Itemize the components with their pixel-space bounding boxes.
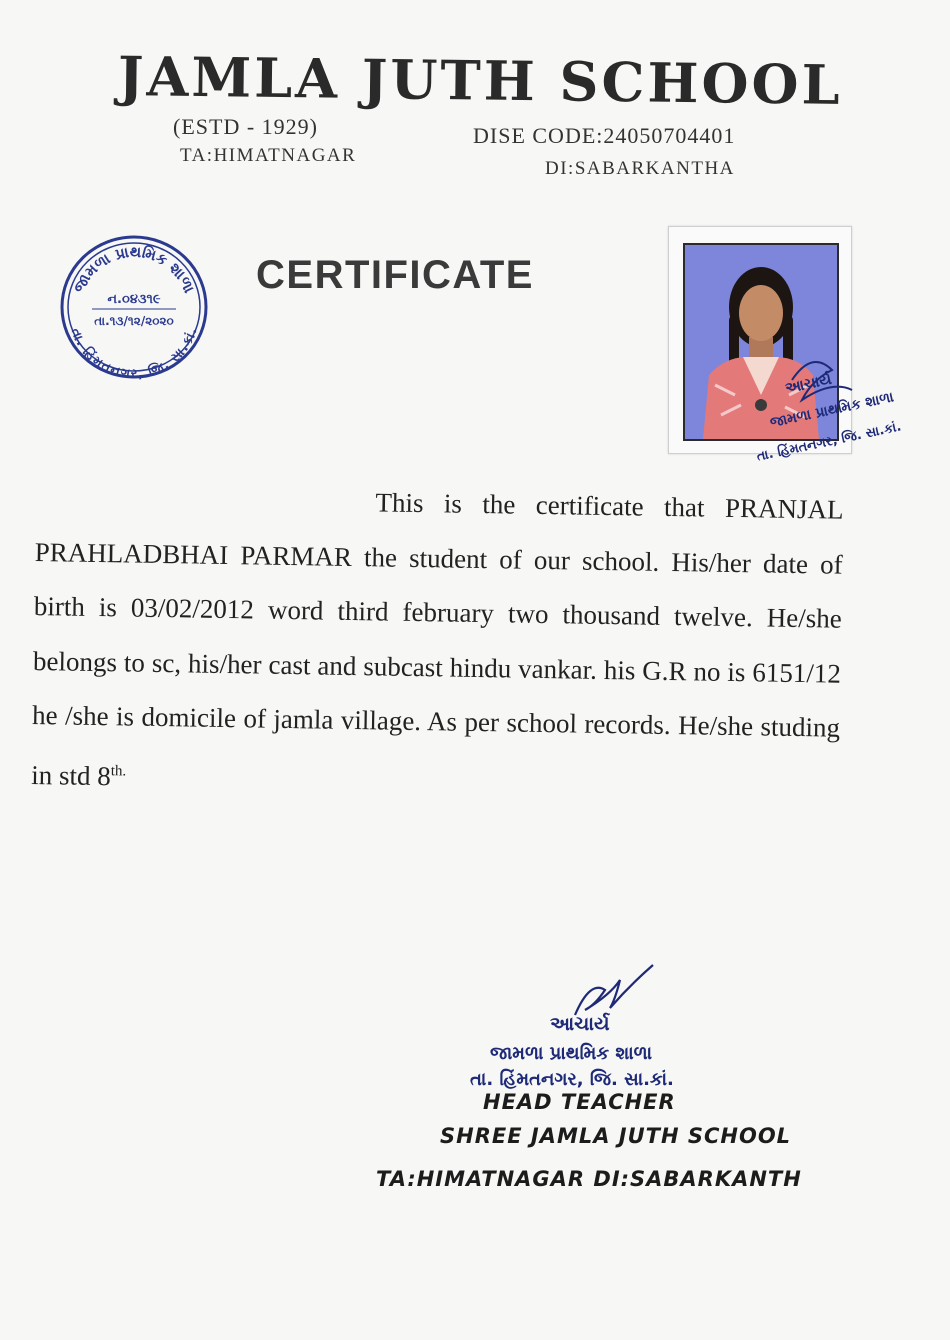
- photo-stamp-line-1: આચાર્ય: [783, 369, 834, 398]
- photo-stamp-line-3: તા. હિંમતનગર, જિ. સા.કાં.: [755, 419, 903, 465]
- head-teacher-label: HEAD TEACHER: [483, 1090, 676, 1114]
- school-name: JAMLA JUTH SCHOOL: [117, 44, 843, 117]
- photo-stamp-line-2: જામળા પ્રાથમિક શાળા: [768, 389, 896, 432]
- body-line-2: PRANJAL PRAHLADBHAI PARMAR the student of our: [34, 492, 844, 575]
- signature-gujarati-place: તા. હિંમતનગર, જિ. સા.કાં.: [470, 1069, 674, 1090]
- certificate-body: [31, 470, 844, 815]
- body-line-1: This is the certificate that: [375, 487, 705, 523]
- body-line-3: school. His/her date of birth is 03/02/2012 word third: [33, 545, 843, 627]
- school-round-stamp-icon: [58, 233, 210, 381]
- taluka-label: TA:HIMATNAGAR: [180, 145, 357, 166]
- body-line-6: 6151/12 he /she is domicile of jamla village. As per school: [31, 656, 842, 739]
- stamp-ring-text: જામળા પ્રાથમિક શાળા: [69, 242, 199, 296]
- stamp-bottom-text: તા. હિંમતનગર, જિ. સા.કાં.: [67, 326, 201, 381]
- signature-school-name: SHREE JAMLA JUTH SCHOOL: [440, 1124, 792, 1148]
- established-year: (ESTD - 1929): [173, 114, 318, 139]
- signature-gujarati-title: આચાર્ય: [550, 1013, 610, 1035]
- body-line-4: february two thousand twelve. He/she belongs to sc,: [32, 596, 842, 678]
- signature-gujarati-school: જામળા પ્રાથમિક શાળા: [490, 1043, 653, 1064]
- body-line-5: his/her cast and subcast hindu vankar. his G.R no is: [187, 647, 746, 687]
- certificate-title: CERTIFICATE: [256, 253, 534, 297]
- body-line-7: records. He/she studing in std 8: [30, 708, 841, 791]
- body-std-suffix: th.: [110, 762, 127, 779]
- dise-code: DISE CODE:24050704401: [473, 123, 736, 148]
- signature-place: TA:HIMATNAGAR DI:SABARKANTH: [376, 1167, 802, 1191]
- stamp-inner-date: તા.૧૩/૧૨/૨૦૨૦: [94, 314, 174, 328]
- stamp-inner-number: ન.૦૪૩૧૯: [107, 292, 161, 307]
- district-label: DI:SABARKANTHA: [545, 158, 735, 179]
- head-teacher-photo-stamp-icon: [742, 340, 942, 470]
